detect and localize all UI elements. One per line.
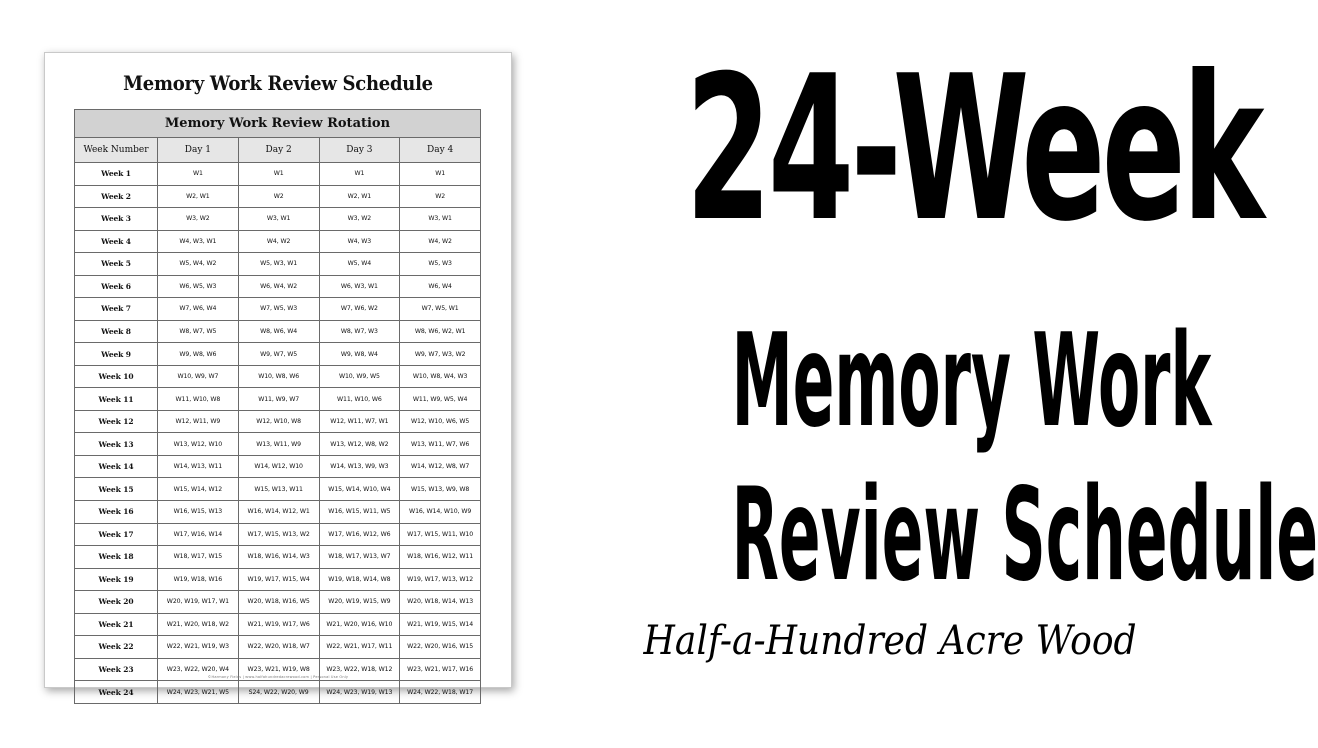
review-cell: W22, W21, W19, W3 [158, 636, 239, 659]
table-row [75, 433, 481, 456]
review-cell: W3, W2 [158, 208, 239, 231]
review-cell: W22, W20, W16, W15 [400, 636, 481, 659]
review-cell: W10, W9, W5 [319, 365, 400, 388]
review-cell: W1 [400, 163, 481, 186]
week-label-cell: Week 7 [75, 298, 158, 321]
table-row [75, 388, 481, 411]
review-cell: W18, W16, W12, W11 [400, 546, 481, 569]
table-row [75, 636, 481, 659]
column-header: Day 1 [158, 138, 239, 163]
review-cell: W1 [238, 163, 319, 186]
table-row [75, 275, 481, 298]
review-cell: W18, W17, W13, W7 [319, 546, 400, 569]
review-cell: W12, W10, W6, W5 [400, 410, 481, 433]
review-cell: W2 [400, 185, 481, 208]
week-label-cell: Week 4 [75, 230, 158, 253]
review-cell: W24, W23, W21, W5 [158, 681, 239, 704]
review-cell: W19, W18, W16 [158, 568, 239, 591]
review-cell: W4, W3 [319, 230, 400, 253]
review-cell: W15, W13, W9, W8 [400, 478, 481, 501]
table-body [75, 163, 481, 704]
review-cell: W4, W3, W1 [158, 230, 239, 253]
review-cell: W19, W17, W15, W4 [238, 568, 319, 591]
review-cell: W23, W21, W19, W8 [238, 658, 319, 681]
week-label-cell: Week 12 [75, 410, 158, 433]
headline-line-2: Memory Work [731, 307, 1212, 456]
review-cell: W11, W9, W5, W4 [400, 388, 481, 411]
table-row [75, 591, 481, 614]
review-cell: W13, W11, W7, W6 [400, 433, 481, 456]
review-cell: W6, W3, W1 [319, 275, 400, 298]
week-label-cell: Week 6 [75, 275, 158, 298]
review-cell: W5, W4 [319, 253, 400, 276]
review-cell: W16, W15, W13 [158, 500, 239, 523]
table-row [75, 320, 481, 343]
review-cell: W22, W20, W18, W7 [238, 636, 319, 659]
review-cell: W21, W19, W15, W14 [400, 613, 481, 636]
review-cell: W9, W7, W5 [238, 343, 319, 366]
review-cell: W3, W1 [238, 208, 319, 231]
week-label-cell: Week 5 [75, 253, 158, 276]
table-row [75, 568, 481, 591]
table-row [75, 410, 481, 433]
week-label-cell: Week 11 [75, 388, 158, 411]
review-cell: W11, W9, W7 [238, 388, 319, 411]
review-cell: W11, W10, W8 [158, 388, 239, 411]
week-label-cell: Week 18 [75, 546, 158, 569]
table-row [75, 208, 481, 231]
headline-line-1: 24-Week [685, 33, 1261, 266]
review-cell: W18, W16, W14, W3 [238, 546, 319, 569]
table-row [75, 546, 481, 569]
review-cell: W13, W12, W8, W2 [319, 433, 400, 456]
review-cell: W17, W15, W11, W10 [400, 523, 481, 546]
table-row [75, 343, 481, 366]
table-row [75, 230, 481, 253]
week-label-cell: Week 13 [75, 433, 158, 456]
sheet-footer: ©Harmony Fields | www.halfahundredacrewood.com | Personal Use Only [207, 675, 349, 679]
review-cell: W4, W2 [238, 230, 319, 253]
week-label-cell: Week 24 [75, 681, 158, 704]
review-cell: W8, W7, W5 [158, 320, 239, 343]
review-cell: W13, W12, W10 [158, 433, 239, 456]
table-row [75, 185, 481, 208]
column-header: Day 4 [400, 138, 481, 163]
table-row [75, 478, 481, 501]
review-cell: W15, W13, W11 [238, 478, 319, 501]
review-cell: W21, W20, W16, W10 [319, 613, 400, 636]
week-label-cell: Week 3 [75, 208, 158, 231]
table-row [75, 613, 481, 636]
review-cell: W2 [238, 185, 319, 208]
week-label-cell: Week 2 [75, 185, 158, 208]
review-cell: W20, W19, W15, W9 [319, 591, 400, 614]
byline: Half-a-Hundred Acre Wood [643, 618, 1137, 664]
review-cell: W16, W15, W11, W5 [319, 500, 400, 523]
review-cell: W14, W12, W10 [238, 455, 319, 478]
review-cell: W9, W7, W3, W2 [400, 343, 481, 366]
review-cell: W1 [158, 163, 239, 186]
review-cell: W6, W4 [400, 275, 481, 298]
table-row [75, 163, 481, 186]
review-cell: W20, W19, W17, W1 [158, 591, 239, 614]
review-cell: W19, W18, W14, W8 [319, 568, 400, 591]
review-cell: W1 [319, 163, 400, 186]
table-row [75, 298, 481, 321]
review-cell: W6, W4, W2 [238, 275, 319, 298]
review-cell: W12, W10, W8 [238, 410, 319, 433]
review-cell: W9, W8, W4 [319, 343, 400, 366]
review-cell: W10, W8, W6 [238, 365, 319, 388]
review-cell: W8, W6, W2, W1 [400, 320, 481, 343]
review-cell: W8, W6, W4 [238, 320, 319, 343]
review-cell: W10, W8, W4, W3 [400, 365, 481, 388]
column-header: Day 3 [319, 138, 400, 163]
review-cell: W19, W17, W13, W12 [400, 568, 481, 591]
review-cell: W10, W9, W7 [158, 365, 239, 388]
table-row [75, 500, 481, 523]
week-label-cell: Week 9 [75, 343, 158, 366]
review-cell: W16, W14, W10, W9 [400, 500, 481, 523]
week-label-cell: Week 22 [75, 636, 158, 659]
review-cell: W14, W13, W9, W3 [319, 455, 400, 478]
review-cell: W14, W13, W11 [158, 455, 239, 478]
review-cell: W12, W11, W9 [158, 410, 239, 433]
review-cell: W3, W1 [400, 208, 481, 231]
week-label-cell: Week 16 [75, 500, 158, 523]
review-cell: W11, W10, W6 [319, 388, 400, 411]
review-cell: W15, W14, W10, W4 [319, 478, 400, 501]
review-cell: W7, W6, W4 [158, 298, 239, 321]
table-title: Memory Work Review Rotation [75, 110, 481, 138]
review-cell: W2, W1 [158, 185, 239, 208]
review-cell: W4, W2 [400, 230, 481, 253]
week-label-cell: Week 10 [75, 365, 158, 388]
sheet-title: Memory Work Review Schedule [123, 71, 433, 95]
review-cell: W14, W12, W8, W7 [400, 455, 481, 478]
review-cell: W22, W21, W17, W11 [319, 636, 400, 659]
review-cell: W17, W16, W14 [158, 523, 239, 546]
review-cell: W7, W5, W1 [400, 298, 481, 321]
review-cell: W12, W11, W7, W1 [319, 410, 400, 433]
review-cell: W7, W5, W3 [238, 298, 319, 321]
review-cell: W5, W3, W1 [238, 253, 319, 276]
review-cell: W20, W18, W14, W13 [400, 591, 481, 614]
review-cell: S24, W22, W20, W9 [238, 681, 319, 704]
week-label-cell: Week 19 [75, 568, 158, 591]
review-cell: W24, W23, W19, W13 [319, 681, 400, 704]
review-cell: W23, W21, W17, W16 [400, 658, 481, 681]
review-cell: W17, W16, W12, W6 [319, 523, 400, 546]
review-cell: W15, W14, W12 [158, 478, 239, 501]
review-cell: W16, W14, W12, W1 [238, 500, 319, 523]
week-label-cell: Week 8 [75, 320, 158, 343]
review-cell: W23, W22, W18, W12 [319, 658, 400, 681]
table-row [75, 523, 481, 546]
review-cell: W3, W2 [319, 208, 400, 231]
review-rotation-table [74, 109, 481, 704]
review-cell: W24, W22, W18, W17 [400, 681, 481, 704]
week-label-cell: Week 1 [75, 163, 158, 186]
review-cell: W13, W11, W9 [238, 433, 319, 456]
review-cell: W5, W3 [400, 253, 481, 276]
review-cell: W6, W5, W3 [158, 275, 239, 298]
review-cell: W7, W6, W2 [319, 298, 400, 321]
week-label-cell: Week 14 [75, 455, 158, 478]
schedule-sheet-preview [44, 52, 512, 697]
review-cell: W17, W15, W13, W2 [238, 523, 319, 546]
review-cell: W8, W7, W3 [319, 320, 400, 343]
table-header-row [75, 138, 481, 163]
review-cell: W23, W22, W20, W4 [158, 658, 239, 681]
week-label-cell: Week 15 [75, 478, 158, 501]
table-row [75, 681, 481, 704]
week-label-cell: Week 20 [75, 591, 158, 614]
table-row [75, 455, 481, 478]
review-cell: W9, W8, W6 [158, 343, 239, 366]
review-cell: W20, W18, W16, W5 [238, 591, 319, 614]
review-cell: W21, W19, W17, W6 [238, 613, 319, 636]
table-row [75, 365, 481, 388]
review-cell: W21, W20, W18, W2 [158, 613, 239, 636]
review-cell: W18, W17, W15 [158, 546, 239, 569]
review-cell: W2, W1 [319, 185, 400, 208]
review-cell: W5, W4, W2 [158, 253, 239, 276]
column-header: Week Number [75, 138, 158, 163]
column-header: Day 2 [238, 138, 319, 163]
week-label-cell: Week 17 [75, 523, 158, 546]
headline-line-3: Review Schedule [731, 461, 1318, 610]
week-label-cell: Week 21 [75, 613, 158, 636]
week-label-cell: Week 23 [75, 658, 158, 681]
table-row [75, 253, 481, 276]
